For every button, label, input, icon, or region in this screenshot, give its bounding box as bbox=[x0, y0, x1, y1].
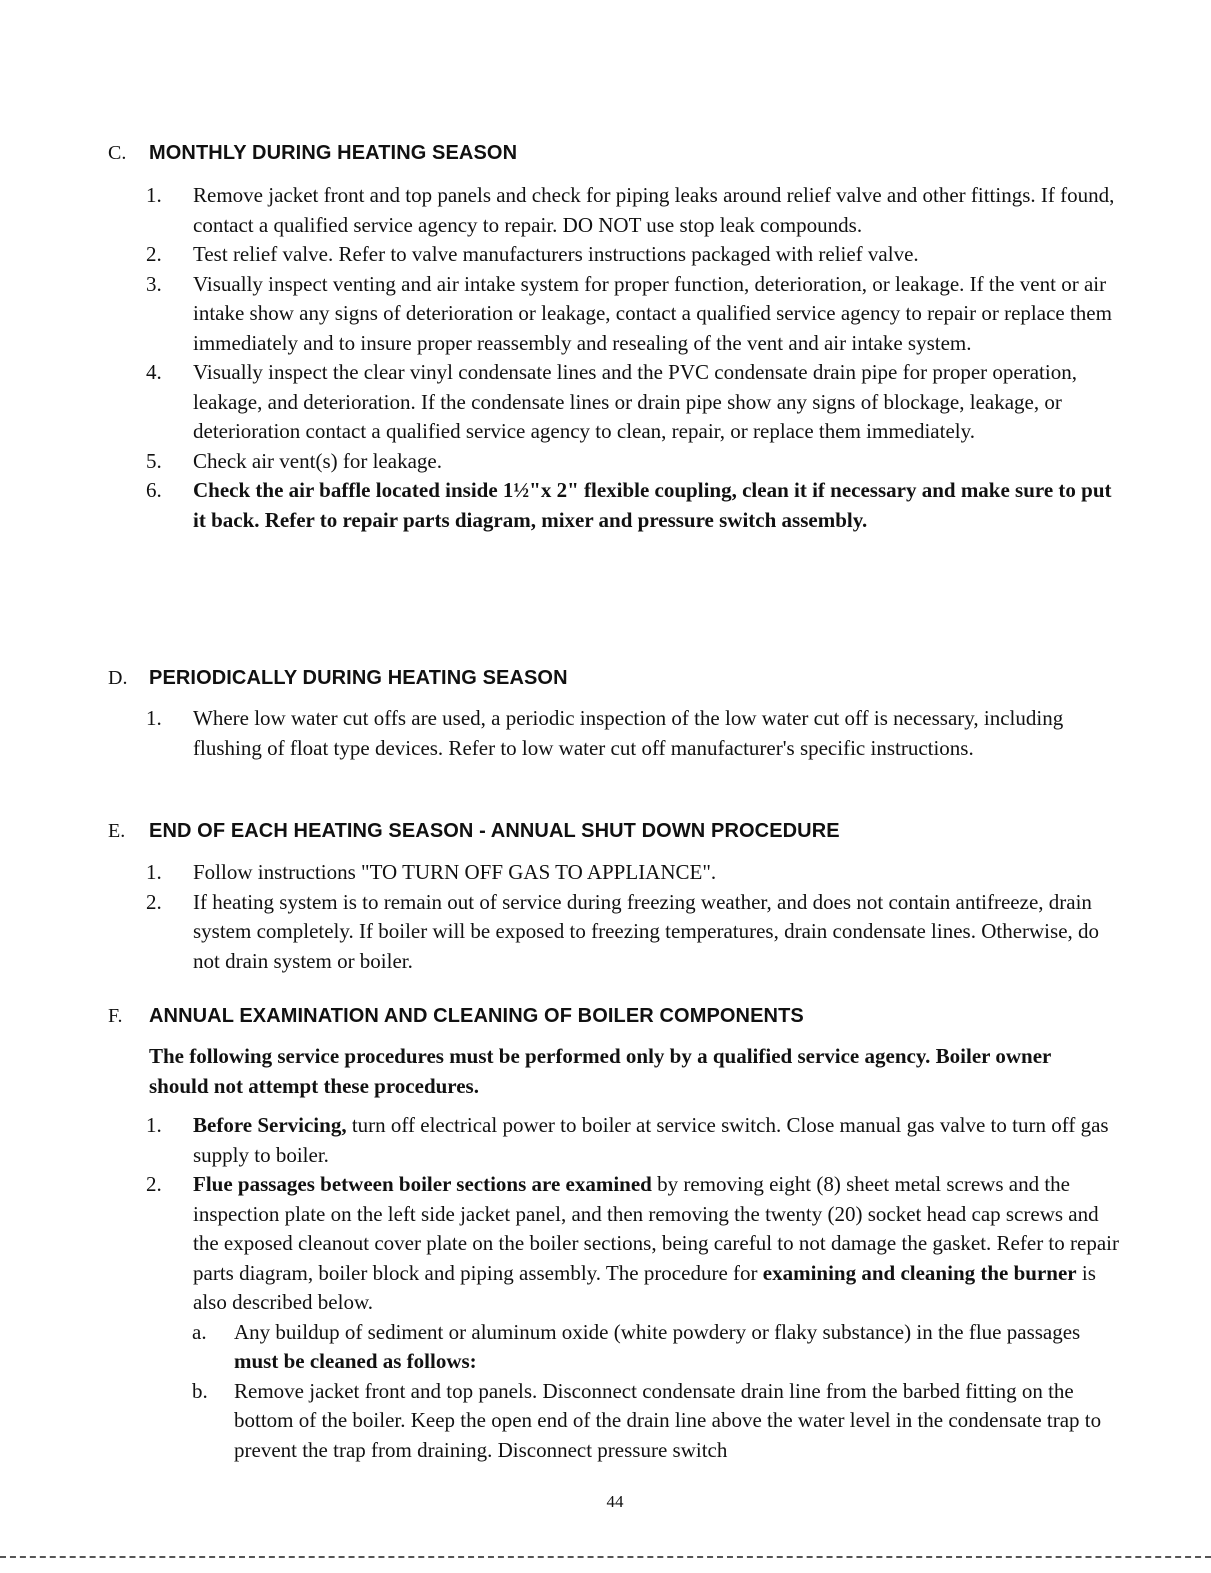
item-number: 5. bbox=[146, 448, 162, 473]
item-number: 1. bbox=[146, 860, 162, 884]
item-number: 2. bbox=[146, 1172, 162, 1196]
item-text bbox=[193, 1111, 1128, 1170]
section-c-list bbox=[0, 181, 1211, 535]
section-title: PERIODICALLY DURING HEATING SEASON bbox=[149, 667, 568, 689]
sub-item-b bbox=[0, 1377, 1211, 1466]
list-item bbox=[0, 476, 1211, 535]
bottom-rule bbox=[0, 1556, 1211, 1558]
sub-text-plain: Any buildup of sediment or aluminum oxide (white powdery or flaky substance) in the flue passages bbox=[234, 1319, 1081, 1344]
section-letter: E. bbox=[108, 820, 126, 842]
list-item bbox=[0, 447, 1211, 477]
sub-text bbox=[234, 1318, 1124, 1377]
section-letter: F. bbox=[108, 1005, 123, 1027]
item-number: 3. bbox=[146, 271, 162, 296]
section-d-list bbox=[0, 704, 1211, 763]
section-title: END OF EACH HEATING SEASON - ANNUAL SHUT DOWN PROCEDURE bbox=[149, 820, 840, 842]
item-number: 6. bbox=[146, 478, 162, 502]
list-item bbox=[0, 1111, 1211, 1170]
item-number: 1. bbox=[146, 706, 162, 730]
item-number: 4. bbox=[146, 360, 162, 384]
list-item bbox=[0, 704, 1211, 763]
sub-item-a bbox=[0, 1318, 1211, 1377]
page-number: 44 bbox=[606, 1492, 624, 1511]
list-item bbox=[0, 240, 1211, 270]
item-text: Visually inspect venting and air intake system for proper function, deterioration, or leakage. If the vent or air intake show any signs of deterioration or leakage, contact a qualified service agency to repair or replace them immediately and to insure proper reassembly and resealing of the vent and air intake system. bbox=[193, 271, 1112, 355]
item-bold-phrase: examining and cleaning the burner bbox=[762, 1260, 1077, 1285]
item-text: Visually inspect the clear vinyl condensate lines and the PVC condensate drain pipe for proper operation, leakage, and deterioration. If the condensate lines or drain pipe show any signs of blockage, leakage, or deterioration contact a qualified service agency to clean, repair, or replace them immediately. bbox=[193, 360, 1077, 443]
item-number: 2. bbox=[146, 242, 162, 266]
list-item bbox=[0, 181, 1211, 240]
list-item bbox=[0, 270, 1211, 359]
sub-text-bold: must be cleaned as follows: bbox=[234, 1349, 477, 1373]
section-letter: C. bbox=[108, 142, 127, 164]
sub-letter: a. bbox=[192, 1319, 207, 1344]
item-lead-bold: Flue passages between boiler sections are examined bbox=[193, 1172, 652, 1196]
item-rest: turn off electrical power to boiler at service switch. Close manual gas valve to turn off gas supply to boiler. bbox=[193, 1113, 1109, 1167]
sub-text: Remove jacket front and top panels. Disconnect condensate drain line from the barbed fitting on the bottom of the boiler. Keep the open end of the drain line above the water level in the condensate trap to prevent the trap from draining. Disconnect pressure switch bbox=[234, 1378, 1102, 1462]
item-mid: by removing eight (8) sheet metal screws and the inspection plate on the left side jacket panel, and then removing the twenty (20) socket head cap screws and the exposed cleanout cover plate on the boiler sections, being careful to not damage the gasket. Refer to repair parts diagram, boiler block and piping assembly. The procedure for bbox=[193, 1172, 1119, 1285]
section-title: MONTHLY DURING HEATING SEASON bbox=[149, 142, 518, 164]
section-e-list bbox=[0, 858, 1211, 976]
item-text: Test relief valve. Refer to valve manufacturers instructions packaged with relief valve. bbox=[193, 242, 919, 266]
service-warning: The following service procedures must be performed only by a qualified service agency. Boiler owner should not attempt these procedures. bbox=[149, 1044, 1051, 1098]
section-f-list bbox=[0, 1111, 1211, 1465]
item-text: If heating system is to remain out of service during freezing weather, and does not contain antifreeze, drain system completely. If boiler will be exposed to freezing temperatures, drain condensate lines. Otherwise, do not drain system or boiler. bbox=[193, 889, 1100, 973]
list-item bbox=[0, 858, 1211, 888]
item-number: 2. bbox=[146, 889, 162, 914]
list-item bbox=[0, 358, 1211, 447]
section-title: ANNUAL EXAMINATION AND CLEANING OF BOILER COMPONENTS bbox=[149, 1005, 804, 1027]
item-text: Where low water cut offs are used, a periodic inspection of the low water cut off is necessary, including flushing of float type devices. Refer to low water cut off manufacturer's specific instructions. bbox=[193, 706, 1064, 760]
list-item bbox=[0, 888, 1211, 977]
item-number: 1. bbox=[146, 183, 162, 207]
item-end: is also described below. bbox=[193, 1260, 1096, 1314]
item-text: Follow instructions "TO TURN OFF GAS TO APPLIANCE". bbox=[193, 860, 717, 884]
item-text: Remove jacket front and top panels and check for piping leaks around relief valve and other fittings. If found, contact a qualified service agency to repair. DO NOT use stop leak compounds. bbox=[193, 183, 1115, 237]
item-number: 1. bbox=[146, 1113, 162, 1137]
section-letter: D. bbox=[108, 667, 128, 689]
item-text: Check air vent(s) for leakage. bbox=[193, 448, 442, 473]
list-item bbox=[0, 1170, 1211, 1318]
item-text bbox=[193, 1170, 1128, 1318]
sub-letter: b. bbox=[192, 1378, 208, 1403]
item-text-bold: Check the air baffle located inside 1½"x 2" flexible coupling, clean it if necessary and make sure to put it back. Refer to repair parts diagram, mixer and pressure switch assembly. bbox=[193, 478, 1112, 532]
item-lead-bold: Before Servicing, bbox=[193, 1113, 347, 1137]
